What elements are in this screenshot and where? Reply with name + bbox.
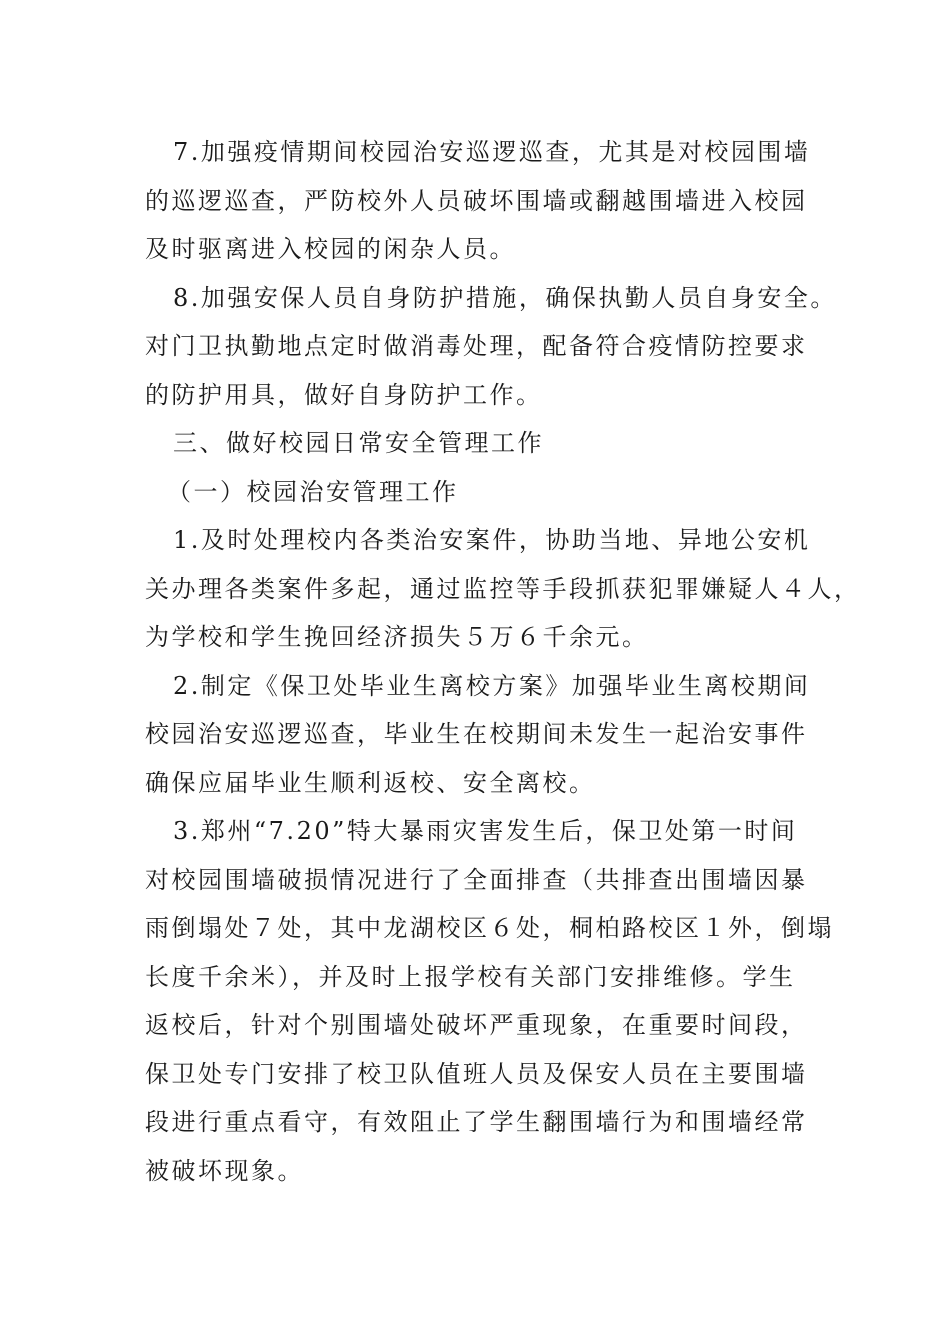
item-2-line-1: 2.制定《保卫处毕业生离校方案》加强毕业生离校期间 [173, 671, 811, 700]
item-2-line-3: 确保应届毕业生顺利返校、安全离校。 [145, 768, 596, 797]
paragraph-7-line-2: 的巡逻巡查，严防校外人员破坏围墙或翻越围墙进入校园 [145, 186, 808, 215]
item-3-line-4: 长度千余米），并及时上报学校有关部门安排维修。学生 [145, 962, 796, 991]
paragraph-7-line-1: 7.加强疫情期间校园治安巡逻巡查，尤其是对校园围墙 [173, 138, 811, 166]
paragraph-8-line-2: 对门卫执勤地点定时做消毒处理，配备符合疫情防控要求 [145, 332, 808, 360]
item-3-line-1: 3.郑州“7.20”特大暴雨灾害发生后，保卫处第一时间 [173, 817, 798, 845]
item-1-line-3: 为学校和学生挽回经济损失５万６千余元。 [145, 623, 649, 651]
item-3-line-8: 被破坏现象。 [145, 1156, 304, 1185]
item-3-line-7: 段进行重点看守，有效阻止了学生翻围墙行为和围墙经常 [145, 1108, 808, 1136]
item-3-line-6: 保卫处专门安排了校卫队值班人员及保安人员在主要围墙 [145, 1059, 808, 1088]
item-1-line-1: 1.及时处理校内各类治安案件，协助当地、异地公安机 [173, 526, 811, 554]
document-body [145, 128, 861, 1195]
paragraph-8-line-3: 的防护用具，做好自身防护工作。 [145, 380, 543, 409]
subsection-heading-1: （一）校园治安管理工作 [167, 477, 459, 506]
item-2-line-2: 校园治安巡逻巡查，毕业生在校期间未发生一起治安事件 [145, 720, 808, 748]
item-1-line-2: 关办理各类案件多起，通过监控等手段抓获犯罪嫌疑人４人， [145, 574, 861, 603]
paragraph-8-line-1: 8.加强安保人员自身防护措施，确保执勤人员自身安全。 [173, 283, 837, 312]
item-3-line-2: 对校园围墙破损情况进行了全面排查（共排查出围墙因暴 [145, 865, 808, 894]
item-3-line-3: 雨倒塌处７处，其中龙湖校区６处，桐柏路校区１外，倒塌 [145, 914, 834, 942]
section-heading-3: 三、做好校园日常安全管理工作 [173, 429, 544, 457]
paragraph-7-line-3: 及时驱离进入校园的闲杂人员。 [145, 235, 516, 263]
item-3-line-5: 返校后，针对个别围墙处破坏严重现象，在重要时间段， [145, 1011, 808, 1039]
